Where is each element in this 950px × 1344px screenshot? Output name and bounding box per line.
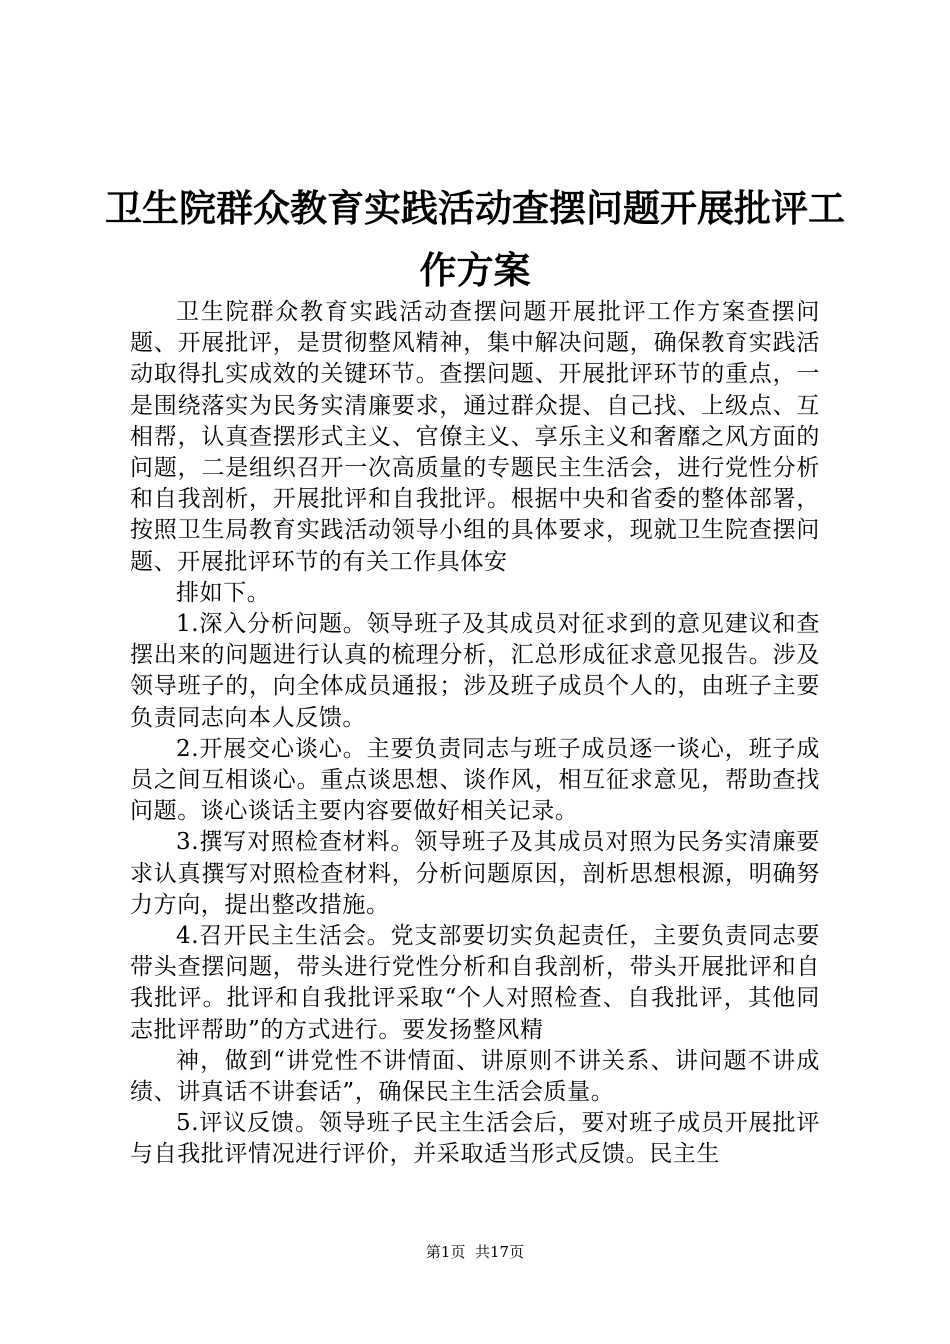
paragraph-item-2: 2.开展交心谈心。主要负责同志与班子成员逐一谈心，班子成员之间互相谈心。重点谈思想、谈作风，相互征求意见，帮助查找问题。谈心谈话主要内容要做好相关记录。 bbox=[130, 735, 820, 825]
paragraph-item-5: 5.评议反馈。领导班子民主生活会后，要对班子成员开展批评与自我批评情况进行评价，并采取适当形式反馈。民主生 bbox=[130, 1110, 820, 1168]
paragraph-intro: 卫生院群众教育实践活动查摆问题开展批评工作方案查摆问题、开展批评，是贯彻整风精神，集中解决问题，确保教育实践活动取得扎实成效的关键环节。查摆问题、开展批评环节的重点，一是围绕落实为民务实清廉要求，通过群众提、自己找、上级点、互相帮，认真查摆形式主义、官僚主义、享乐主义和奢靡之风方面的问题，二是组织召开一次高质量的专题民主生活会，进行党性分析和自我剖析，开展批评和自我批评。根据中央和省委的整体部署，按照卫生局教育实践活动领导小组的具体要求，现就卫生院查摆问题、开展批评环节的有关工作具体安 bbox=[130, 299, 820, 575]
paragraph-item-4: 4.召开民主生活会。党支部要切实负起责任，主要负责同志要带头查摆问题，带头进行党性分析和自我剖析，带头开展批评和自我批评。批评和自我批评采取“个人对照检查、自我批评，其他同志批评帮助”的方式进行。要发扬整风精 bbox=[130, 923, 820, 1043]
paragraph-item-1: 1.深入分析问题。领导班子及其成员对征求到的意见建议和查摆出来的问题进行认真的梳理分析，汇总形成征求意见报告。涉及领导班子的，向全体成员通报；涉及班子成员个人的，由班子主要负责同志向本人反馈。 bbox=[130, 611, 820, 731]
paragraph-item-4-continued: 神，做到“讲党性不讲情面、讲原则不讲关系、讲问题不讲成绩、讲真话不讲套话”，确保民主生活会质量。 bbox=[130, 1047, 820, 1106]
page-number: 第1页 共17页 bbox=[425, 1243, 525, 1261]
document-title: 卫生院群众教育实践活动查摆问题开展批评工作方案 bbox=[105, 187, 845, 292]
page-footer bbox=[0, 1242, 950, 1262]
document-body bbox=[130, 297, 820, 1171]
paragraph-intro-continued: 排如下。 bbox=[176, 579, 271, 606]
paragraph-item-3: 3.撰写对照检查材料。领导班子及其成员对照为民务实清廉要求认真撰写对照检查材料，分析问题原因，剖析思想根源，明确努力方向，提出整改措施。 bbox=[130, 829, 820, 918]
